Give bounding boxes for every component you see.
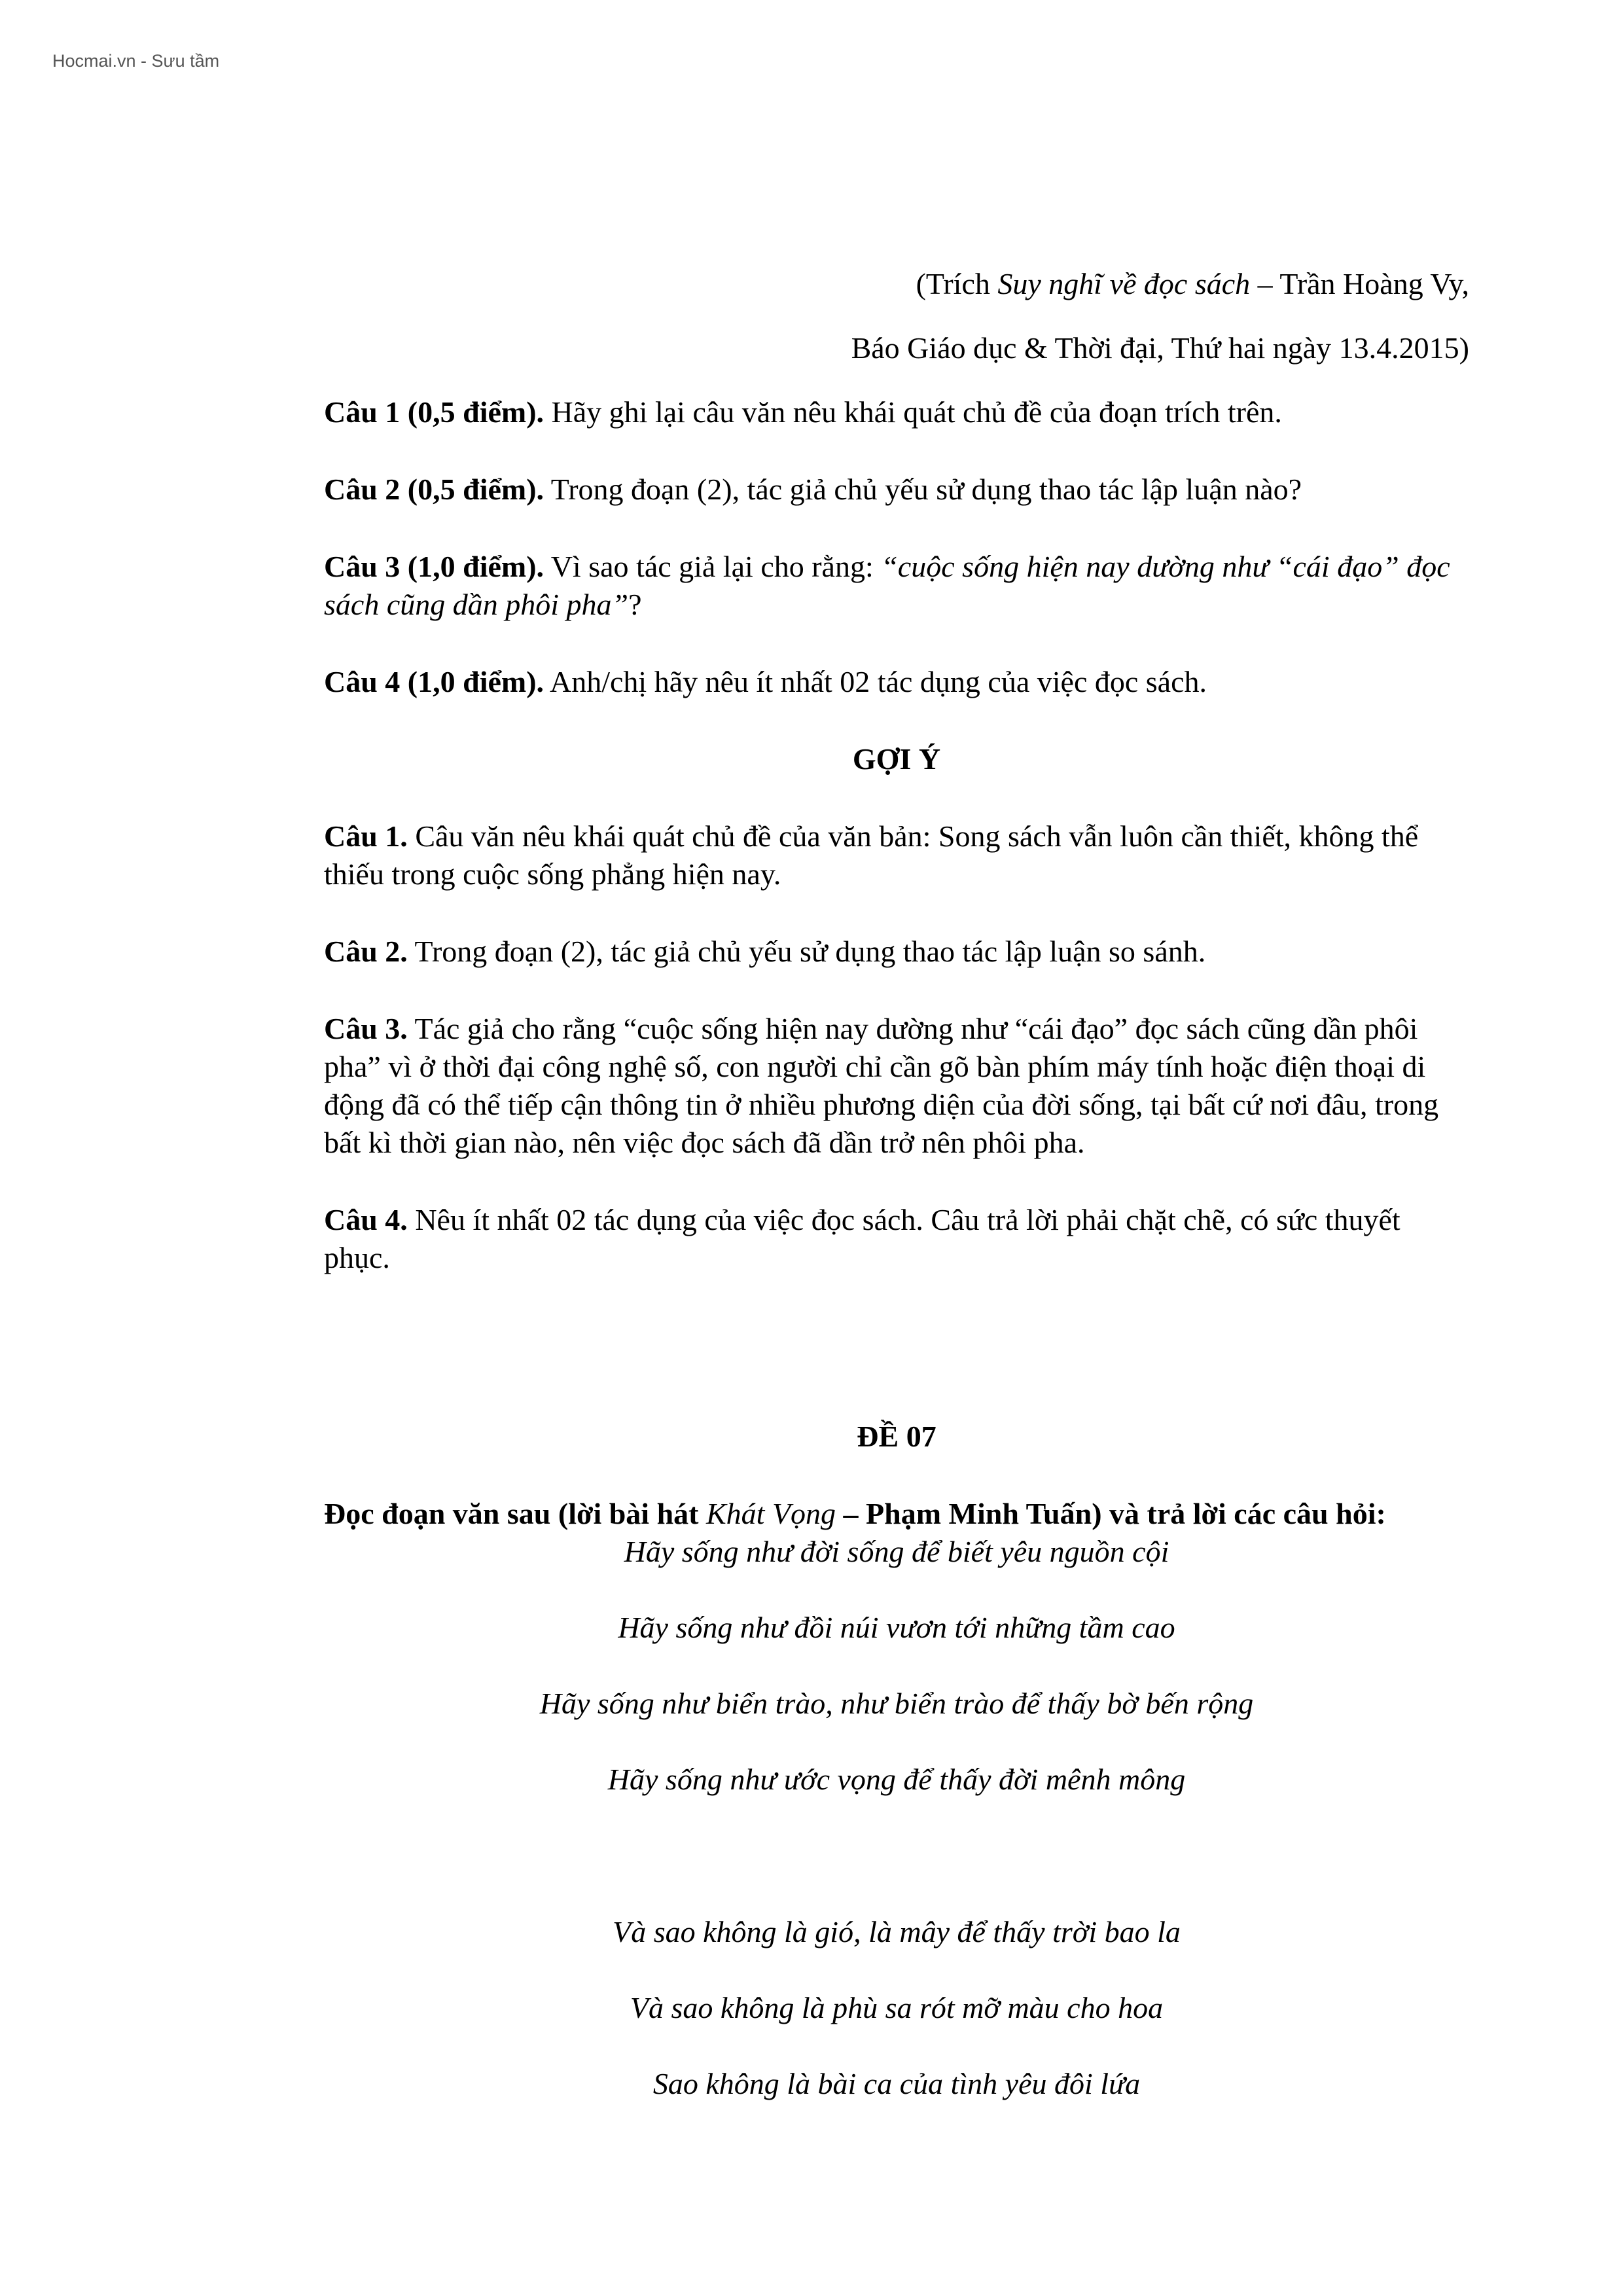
poem-line: Sao không là bài ca của tình yêu đôi lứa <box>652 2067 1141 2100</box>
citation-line-1: (Trích Suy nghĩ về đọc sách – Trần Hoàng Vy, <box>916 267 1469 300</box>
answer-2: Câu 2. Trong đoạn (2), tác giả chủ yếu sử dụng thao tác lập luận so sánh. <box>324 935 1206 968</box>
poem-line: Hãy sống như ước vọng để thấy đời mênh mông <box>607 1763 1186 1796</box>
hint-title: GỢI Ý <box>852 742 941 776</box>
poem-line: Hãy sống như đời sống để biết yêu nguồn cội <box>624 1535 1169 1568</box>
poem-line: Và sao không là phù sa rót mỡ màu cho hoa <box>630 1991 1164 2024</box>
poem-line: Và sao không là gió, là mây để thấy trời bao la <box>613 1915 1181 1948</box>
question-4: Câu 4 (1,0 điểm). Anh/chị hãy nêu ít nhất 02 tác dụng của việc đọc sách. <box>324 665 1207 698</box>
question-2: Câu 2 (0,5 điểm). Trong đoạn (2), tác giả chủ yếu sử dụng thao tác lập luận nào? <box>324 473 1302 506</box>
poem-line: Hãy sống như biển trào, như biển trào để thấy bờ bến rộng <box>539 1687 1254 1720</box>
question-1: Câu 1 (0,5 điểm). Hãy ghi lại câu văn nêu khái quát chủ đề của đoạn trích trên. <box>324 395 1282 429</box>
question-3: Câu 3 (1,0 điểm). Vì sao tác giả lại cho rằng: “cuộc sống hiện nay dường như “cái đạo” đọc sách cũng dần phôi pha”? <box>324 550 1450 621</box>
reading-instruction: Đọc đoạn văn sau (lời bài hát Khát Vọng – Phạm Minh Tuấn) và trả lời các câu hỏi: <box>324 1497 1386 1530</box>
poem-line: Hãy sống như đồi núi vươn tới những tầm cao <box>618 1611 1175 1644</box>
answer-1: Câu 1. Câu văn nêu khái quát chủ đề của văn bản: Song sách vẫn luôn cần thiết, không thể thiếu trong cuộc sống phẳng hiện nay. <box>324 819 1419 891</box>
document-page <box>324 265 1469 2103</box>
answer-3: Câu 3. Tác giả cho rằng “cuộc sống hiện nay dường như “cái đạo” đọc sách cũng dần phôi pha” vì ở thời đại công nghệ số, con người chỉ cần gõ bàn phím máy tính hoặc điện thoại di động đã có thể tiếp cận thông tin ở nhiều phương diện của đời sống, tại bất cứ nơi đâu, trong bất kì thời gian nào, nên việc đọc sách đã dần trở nên phôi pha. <box>324 1012 1439 1159</box>
watermark: Hocmai.vn - Sưu tầm <box>52 51 220 71</box>
exam-title: ĐỀ 07 <box>857 1420 936 1453</box>
citation-line-2: Báo Giáo dục & Thời đại, Thứ hai ngày 13.4.2015) <box>851 331 1469 365</box>
answer-4: Câu 4. Nêu ít nhất 02 tác dụng của việc đọc sách. Câu trả lời phải chặt chẽ, có sức thuyết phục. <box>324 1203 1400 1274</box>
